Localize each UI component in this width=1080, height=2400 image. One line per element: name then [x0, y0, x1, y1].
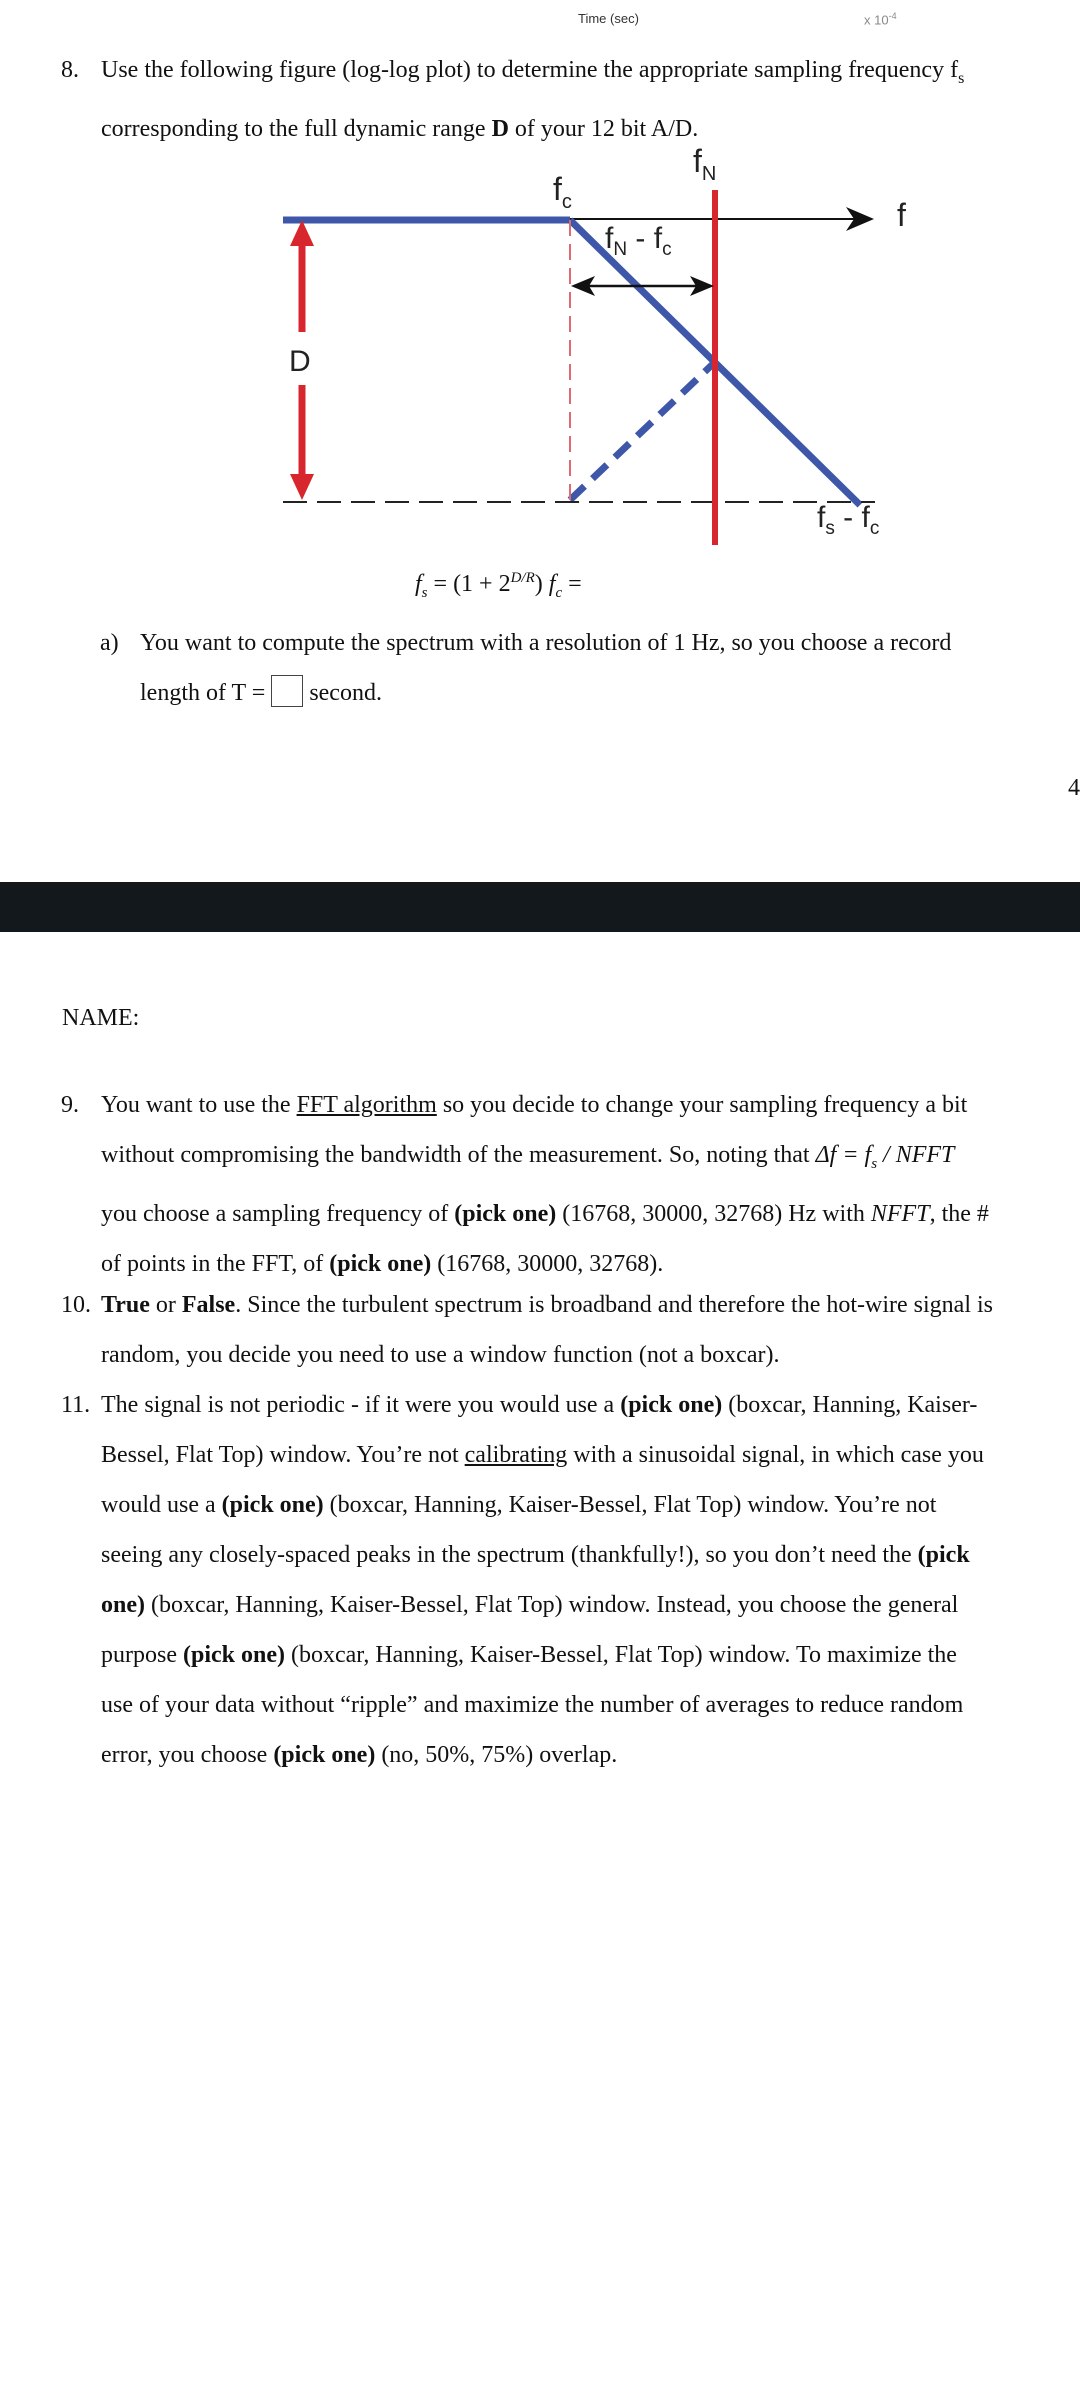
document-page-top	[0, 0, 1080, 882]
arrowhead-up-icon	[290, 220, 314, 246]
question-9-line-4: of points in the FFT, of (pick one) (16768, 30000, 32768).	[101, 1250, 664, 1277]
question-number: 10.	[61, 1292, 91, 1318]
alias-line	[570, 362, 715, 500]
dynamic-range-label: D	[289, 345, 311, 378]
page-number: 4	[1068, 775, 1080, 801]
document-page-bottom	[0, 932, 1080, 2400]
question-8-line-1: Use the following figure (log-log plot) to determine the appropriate sampling frequency $f_s$	[101, 57, 965, 87]
f-axis-label: f	[897, 197, 906, 233]
question-11-line-7: use of your data without “ripple” and maximize the number of averages to reduce random	[101, 1692, 964, 1718]
fc-label: $f_c$	[553, 171, 572, 213]
log-log-figure	[0, 140, 1080, 560]
question-11	[61, 1380, 1076, 1780]
question-11-line-8: error, you choose (pick one) (no, 50%, 75%) overlap.	[101, 1742, 618, 1768]
question-11-line-2: Bessel, Flat Top) window. You’re not calibrating with a sinusoidal signal, in which case you	[101, 1442, 984, 1468]
question-11-line-4: seeing any closely-spaced peaks in the spectrum (thankfully!), so you don’t need the (pick	[101, 1542, 970, 1568]
question-8	[61, 45, 1076, 154]
question-10-line-1: True or False. Since the turbulent spectrum is broadband and therefore the hot-wire signal is	[101, 1292, 993, 1318]
question-number: 9.	[61, 1092, 79, 1118]
question-11-line-3: would use a (pick one) (boxcar, Hanning, Kaiser-Bessel, Flat Top) window. You’re not	[101, 1492, 937, 1518]
axis-multiplier: x $10^{-4}$	[864, 11, 897, 28]
question-8-line-2: corresponding to the full dynamic range D of your 12 bit A/D.	[101, 115, 699, 142]
question-number: 11.	[61, 1392, 91, 1418]
question-9-line-1: You want to use the FFT algorithm so you decide to change your sampling frequency a bit	[101, 1092, 968, 1118]
question-11-line-5: one) (boxcar, Hanning, Kaiser-Bessel, Flat Top) window. Instead, you choose the general	[101, 1592, 959, 1618]
part-label: a)	[100, 630, 119, 656]
question-number: 8.	[61, 57, 79, 83]
fs-minus-fc-label: $f_s - f_c$	[817, 501, 880, 539]
question-11-line-6: purpose (pick one) (boxcar, Hanning, Kaiser-Bessel, Flat Top) window. To maximize the	[101, 1642, 957, 1668]
question-9-line-3: you choose a sampling frequency of (pick one) (16768, 30000, 32768) Hz with NFFT, the #	[101, 1200, 989, 1227]
record-length-answer-box[interactable]	[271, 675, 303, 707]
arrowhead-down-icon	[290, 474, 314, 500]
sampling-frequency-formula: $f_s = (1 + 2^{D/R}) f_c$ =	[415, 570, 582, 601]
question-9	[61, 1080, 1076, 1289]
question-8a-line-1: You want to compute the spectrum with a resolution of 1 Hz, so you choose a record	[140, 630, 952, 656]
page-separator	[0, 882, 1080, 932]
question-8a	[100, 618, 1040, 718]
name-label: NAME:	[62, 1005, 140, 1031]
fn-minus-fc-label: $f_N - f_c$	[605, 222, 672, 260]
question-10-line-2: random, you decide you need to use a window function (not a boxcar).	[101, 1342, 780, 1368]
time-axis-label: Time (sec)	[578, 11, 639, 26]
question-8a-line-2: length of T = second.	[140, 668, 1040, 718]
question-10	[61, 1280, 1076, 1380]
question-11-line-1: The signal is not periodic - if it were you would use a (pick one) (boxcar, Hanning, Kaiser-	[101, 1392, 978, 1418]
fn-label: $f_N$	[693, 143, 717, 185]
question-9-line-2: without compromising the bandwidth of the measurement. So, noting that $\Delta f = f_s$ / NFFT	[101, 1142, 955, 1172]
